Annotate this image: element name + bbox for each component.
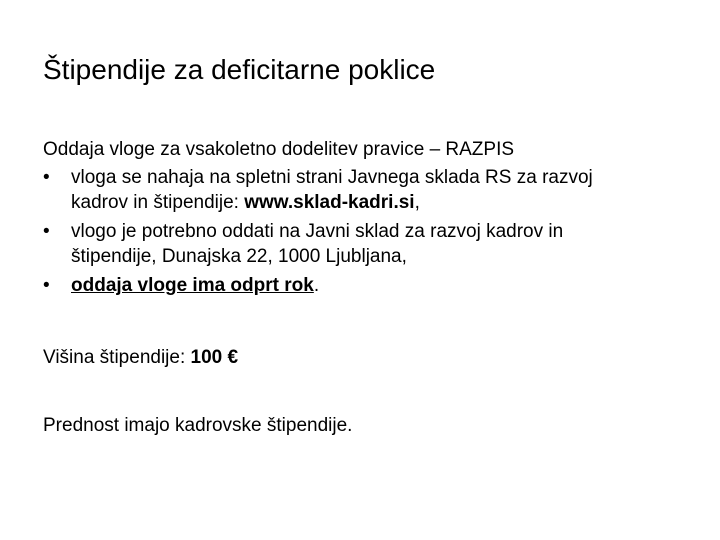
scholarship-amount [43, 345, 238, 370]
bullet-text-line: vloga se nahaja na spletni strani Javnega sklada RS za razvoj [71, 167, 593, 188]
list-item [43, 273, 693, 298]
bullet-list [43, 165, 693, 298]
intro-text: Oddaja vloge za vsakoletno dodelitev pravice – RAZPIS [43, 139, 515, 160]
bullet-icon: • [43, 221, 50, 242]
website-link[interactable]: www.sklad-kadri.si [244, 192, 415, 213]
amount-value: 100 € [190, 347, 239, 368]
bullet-icon: • [43, 167, 50, 188]
list-item [43, 219, 693, 269]
amount-label: Višina štipendije: [43, 347, 191, 368]
bullet-text-line [71, 190, 693, 215]
priority-note: Prednost imajo kadrovske štipendije. [43, 415, 353, 436]
bullet-icon: • [43, 275, 50, 296]
bullet-text-prefix: kadrov in štipendije: [71, 192, 245, 213]
slide-content [43, 137, 693, 302]
bullet-text-suffix: . [313, 275, 320, 296]
open-deadline-emphasis: oddaja vloge ima odprt rok [71, 275, 314, 296]
bullet-text-line: vlogo je potrebno oddati na Javni sklad za razvoj kadrov in [71, 221, 564, 242]
slide-title: Štipendije za deficitarne poklice [43, 54, 436, 85]
bullet-text-line [71, 273, 693, 298]
list-item [43, 165, 693, 215]
bullet-text-suffix: , [414, 192, 420, 213]
bullet-text-line: štipendije, Dunajska 22, 1000 Ljubljana, [71, 246, 407, 267]
